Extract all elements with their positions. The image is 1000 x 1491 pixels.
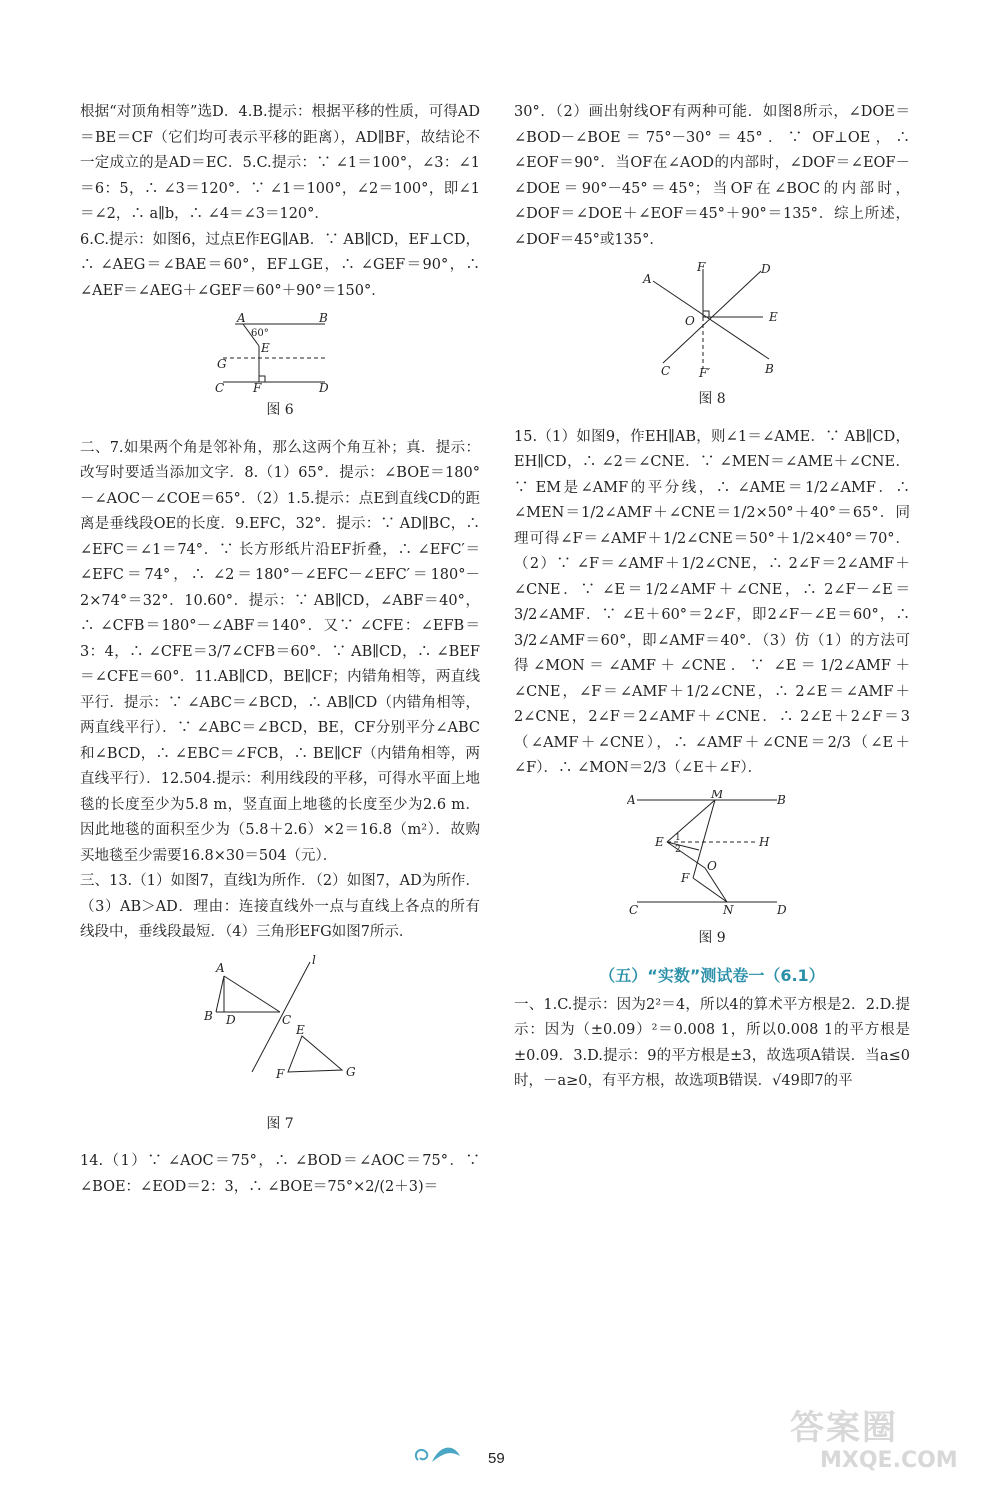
- fig9-label-2: 2: [675, 844, 681, 855]
- right-para-3: 一、1.C.提示：因为2²＝4，所以4的算术平方根是2．2.D.提示：因为（±0.09）²＝0.008 1，所以0.008 1的平方根是±0.09．3.D.提示：9的平方根是±3，故选项A错误．当a≤0时，－a≥0，有平方根，故选项B错误．√49即7的平: [514, 996, 910, 1089]
- figure-7: [190, 954, 370, 1084]
- fig6-label-D: D: [319, 381, 329, 392]
- fig9-label-H: H: [759, 834, 770, 849]
- fig7-label-B: B: [204, 1008, 213, 1023]
- figure-8-caption: 图 8: [698, 391, 726, 407]
- fig7-label-l: l: [312, 953, 316, 967]
- fig7-label-A: A: [216, 960, 225, 975]
- fig9-label-M: M: [711, 789, 724, 801]
- fig6-label-E: E: [261, 341, 270, 355]
- fig8-label-O: O: [685, 314, 695, 328]
- fig8-label-A: A: [643, 272, 652, 286]
- right-para-1: 30°．（2）画出射线OF有两种可能．如图8所示，∠DOE＝∠BOD－∠BOE＝75°－30°＝45°．∵ OF⊥OE，∴ ∠EOF＝90°．当OF在∠AOD的内部时，∠DOF＝∠EOF－∠DOE＝90°－45°＝45°；当OF在∠BOC的内部时，∠DOF＝∠DOE＋∠EOF＝45°＋90°＝135°．综上所述，∠DOF＝45°或135°．: [514, 104, 910, 248]
- fig9-label-A: A: [627, 792, 636, 807]
- figure-8-drawing: [637, 261, 787, 381]
- figure-7-drawing: [190, 954, 370, 1084]
- fig8-label-D: D: [761, 262, 771, 276]
- watermark-logo: 答案圈: [790, 1408, 898, 1448]
- figure-9-drawing: [627, 790, 797, 920]
- fig6-label-C: C: [215, 381, 225, 392]
- fig9-label-C: C: [629, 902, 639, 917]
- left-para-3: 二、7.如果两个角是邻补角，那么这两个角互补；真．提示：改写时要适当添加文字．8.（1）65°．提示：∠BOE＝180°－∠AOC－∠COE＝65°．（2）1.5.提示：点E到直线CD的距离是垂线段OE的长度．9.EFC，32°．提示：∵ AD∥BC，∴ ∠EFC＝∠1＝74°．∵ 长方形纸片沿EF折叠，∴ ∠EFC′＝∠EFC＝74°，∴ ∠2＝180°－∠EFC－∠EFC′＝180°－2×74°＝32°．10.60°．提示：∵ AB∥CD，∠ABF＝40°，∴ ∠CFB＝180°－∠ABF＝140°．又∵ ∠CFE：∠EFB＝3：4，∴ ∠CFE＝3/7∠CFB＝60°．∵ AB∥CD，∴ ∠BEF＝∠CFE＝60°．11.AB∥CD，BE∥CF；内错角相等，两直线平行．提示：∵ ∠ABC＝∠BCD，∴ AB∥CD（内错角相等，两直线平行）．∵ ∠ABC＝∠BCD，BE，CF分别平分∠ABC和∠BCD，∴ ∠EBC＝∠FCB，∴ BE∥CF（内错角相等，两直线平行）．12.504.提示：利用线段的平移，可得水平面上地毯的长度至少为5.8 m，竖直面上地毯的长度至少为2.6 m．因此地毯的面积至少为（5.8＋2.6）×2＝16.8（m²）．故购买地毯至少需要16.8×30＝504（元）．: [80, 439, 480, 864]
- fig9-label-1: 1: [675, 832, 681, 843]
- fig9-label-E: E: [655, 834, 664, 849]
- right-para-2: 15.（1）如图9，作EH∥AB，则∠1＝∠AME．∵ AB∥CD，EH∥CD，∴ ∠2＝∠CNE．∵ ∠MEN＝∠AME＋∠CNE．∵ EM是∠AMF的平分线，∴ ∠AME＝1/2∠AMF．∴ ∠MEN＝1/2∠AMF＋∠CNE＝1/2×50°＋40°＝65°．同理可得∠F＝∠AMF＋1/2∠CNE＝50°＋1/2×40°＝70°．（2）∵ ∠F＝∠AMF＋1/2∠CNE，∴ 2∠F＝2∠AMF＋∠CNE．∵ ∠E＝1/2∠AMF＋∠CNE，∴ 2∠F－∠E＝3/2∠AMF．∵ ∠E＋60°＝2∠F，即2∠F－∠E＝60°，∴ 3/2∠AMF＝60°，即∠AMF＝40°．（3）仿（1）的方法可得∠MON＝∠AMF＋∠CNE．∵ ∠E＝1/2∠AMF＋∠CNE，∠F＝∠AMF＋1/2∠CNE，∴ 2∠E＝∠AMF＋2∠CNE，2∠F＝2∠AMF＋∠CNE．∴ 2∠E＋2∠F＝3（∠AMF＋∠CNE），∴ ∠AMF＋∠CNE＝2/3（∠E＋∠F）．∴ ∠MON＝2/3（∠E＋∠F）．: [514, 428, 910, 776]
- fig7-label-C: C: [282, 1012, 292, 1027]
- left-column: [80, 100, 480, 1200]
- watermark-url: MXQE.COM: [820, 1448, 958, 1473]
- left-para-2: 6.C.提示：如图6，过点E作EG∥AB．∵ AB∥CD，EF⊥CD，∴ ∠AEG＝∠BAE＝60°，EF⊥GE，∴ ∠GEF＝90°，∴ ∠AEF＝∠AEG＋∠GEF＝60°＋90°＝150°．: [80, 231, 480, 299]
- figure-9-caption: 图 9: [698, 929, 726, 946]
- fig6-label-A: A: [237, 312, 246, 325]
- fig7-label-E: E: [296, 1022, 305, 1037]
- fig7-label-G: G: [346, 1064, 356, 1079]
- figure-6-caption: 图 6: [266, 402, 294, 418]
- page-number: 59: [488, 1450, 505, 1467]
- left-para-1: 根据“对顶角相等”选D．4.B.提示：根据平移的性质，可得AD＝BE＝CF（它们均可表示平移的距离），AD∥BF，故结论不一定成立的是AD＝EC．5.C.提示：∵ ∠1＝100°，∠3：∠1＝6：5，∴ ∠3＝120°．∵ ∠1＝100°，∠2＝100°，即∠1＝∠2，∴ a∥b，∴ ∠4＝∠3＝120°．: [80, 104, 480, 222]
- figure-8: [637, 261, 787, 381]
- figure-7-caption: 图 7: [266, 1115, 294, 1132]
- fig7-label-F: F: [276, 1066, 285, 1081]
- fig8-label-B: B: [765, 362, 774, 376]
- fig7-label-D: D: [226, 1012, 236, 1027]
- fig6-label-G: G: [217, 357, 227, 371]
- fig9-label-O: O: [707, 858, 717, 873]
- fig6-label-F: F: [253, 381, 262, 392]
- figure-9: [627, 790, 797, 920]
- figure-6-drawing: [215, 312, 345, 392]
- swirl-ornament-icon: [410, 1440, 470, 1470]
- fig8-label-F-prime: F′: [699, 366, 711, 380]
- fig9-label-B: B: [777, 792, 786, 807]
- fig9-label-N: N: [723, 902, 734, 917]
- fig9-label-F: F: [681, 870, 690, 885]
- fig6-label-B: B: [319, 312, 328, 325]
- right-column: [514, 100, 910, 1095]
- fig8-label-F: F: [697, 261, 706, 274]
- section-title: （五）“实数”测试卷一（6.1）: [599, 966, 825, 985]
- fig8-label-E: E: [769, 310, 778, 324]
- figure-6: [215, 312, 345, 392]
- left-para-4: 三、13.（1）如图7，直线l为所作．（2）如图7，AD为所作．（3）AB＞AD．理由：连接直线外一点与直线上各点的所有线段中，垂线段最短．（4）三角形EFG如图7所示．: [80, 873, 480, 940]
- fig9-label-D: D: [777, 902, 787, 917]
- left-para-5: 14.（1）∵ ∠AOC＝75°，∴ ∠BOD＝∠AOC＝75°．∵ ∠BOE：∠EOD＝2：3，∴ ∠BOE＝75°×2/(2＋3)＝: [80, 1153, 480, 1195]
- fig6-label-60: 60°: [251, 328, 269, 339]
- fig8-label-C: C: [661, 364, 671, 378]
